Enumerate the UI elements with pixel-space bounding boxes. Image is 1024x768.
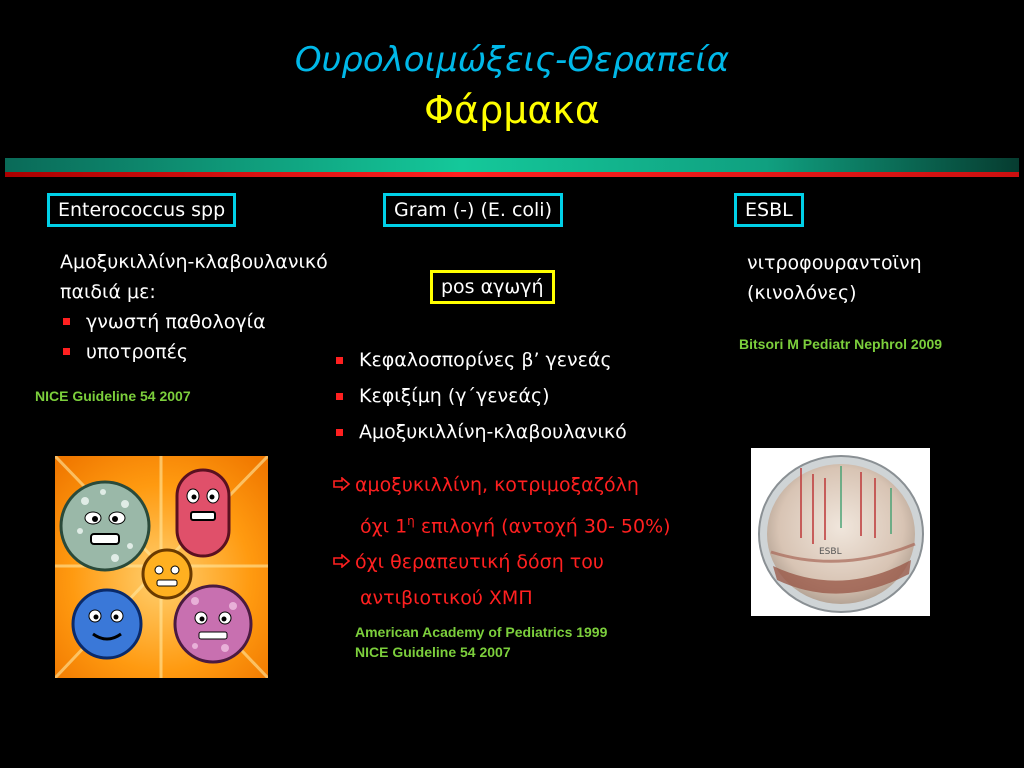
gram-text bbox=[333, 342, 627, 450]
red-square-bullet-icon bbox=[63, 318, 70, 325]
note-1-line-2: όχι $1^\eta$ επιλογή (αντοχή 30- 50%) bbox=[360, 514, 671, 538]
slide-title: Ουρολοιμώξεις-Θεραπεία bbox=[294, 40, 730, 80]
enterococcus-reference: NICE Guideline 54 2007 bbox=[35, 388, 191, 404]
right-arrow-icon bbox=[333, 544, 355, 580]
enterococcus-drug: Αμοξυκιλλίνη-κλαβουλανικό bbox=[60, 251, 328, 273]
gram-header-box: Gram (-) (E. coli) bbox=[383, 193, 563, 227]
reference-1: American Academy of Pediatrics 1999 bbox=[355, 624, 608, 640]
title-divider-band bbox=[5, 158, 1019, 172]
esbl-alternative: (κινολόνες) bbox=[747, 282, 857, 304]
plate-label: ESBL bbox=[819, 547, 842, 557]
red-square-bullet-icon bbox=[336, 357, 343, 364]
gram-references bbox=[355, 622, 607, 662]
list-item: Αμοξυκιλλίνη-κλαβουλανικό bbox=[333, 414, 627, 450]
enterococcus-header-box: Enterococcus spp bbox=[47, 193, 236, 227]
red-square-bullet-icon bbox=[336, 429, 343, 436]
list-item: Κεφαλοσπορίνες β’ γενεάς bbox=[333, 342, 627, 378]
list-item: γνωστή παθολογία bbox=[60, 307, 328, 337]
petri-dish-image bbox=[751, 448, 930, 616]
gram-bullet-list bbox=[333, 342, 627, 450]
title-divider-redline bbox=[5, 172, 1019, 177]
enterococcus-text bbox=[60, 247, 328, 367]
slide-subtitle: Φάρμακα bbox=[424, 88, 600, 132]
note-2-line-1: όχι θεραπευτική δόση του bbox=[333, 544, 671, 580]
germs-illustration bbox=[55, 456, 268, 678]
list-item: υποτροπές bbox=[60, 337, 328, 367]
esbl-drug: νιτροφουραντοϊνη bbox=[747, 252, 922, 274]
esbl-reference: Bitsori M Pediatr Nephrol 2009 bbox=[739, 336, 943, 352]
esbl-text bbox=[747, 248, 922, 308]
note-2-line-2: αντιβιοτικού ΧΜΠ bbox=[360, 587, 533, 610]
red-square-bullet-icon bbox=[336, 393, 343, 400]
enterococcus-bullet-list bbox=[60, 307, 328, 367]
list-item: Κεφιξίμη (γ΄γενεάς) bbox=[333, 378, 627, 414]
reference-2: NICE Guideline 54 2007 bbox=[355, 644, 511, 660]
gram-notes bbox=[333, 467, 671, 616]
right-arrow-icon bbox=[333, 467, 355, 503]
note-1-line-1: αμοξυκιλλίνη, κοτριμοξαζόλη bbox=[333, 467, 671, 503]
esbl-header-box: ESBL bbox=[734, 193, 804, 227]
red-square-bullet-icon bbox=[63, 348, 70, 355]
enterococcus-children-label: παιδιά με: bbox=[60, 281, 156, 303]
first-line-treatment-box: pos αγωγή bbox=[430, 270, 555, 304]
